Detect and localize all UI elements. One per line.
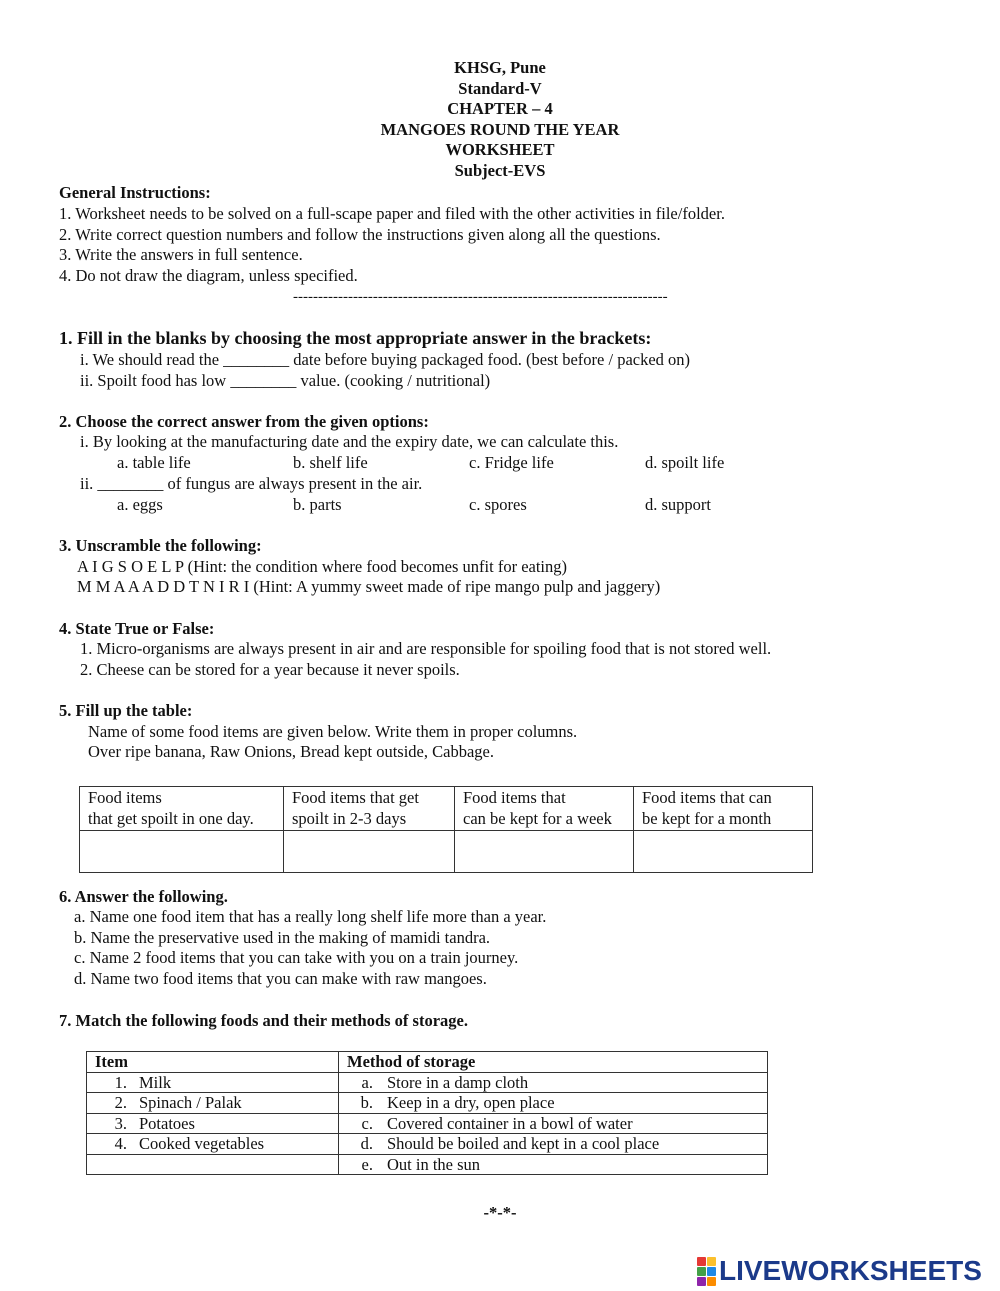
method-column-header: Method of storage bbox=[339, 1052, 768, 1073]
end-mark: -*-*- bbox=[483, 1203, 517, 1222]
item-cell: 1. Milk bbox=[87, 1072, 339, 1093]
q4-heading: 4. State True or False: bbox=[59, 619, 215, 638]
item-cell: 2. Spinach / Palak bbox=[87, 1093, 339, 1114]
logo-block bbox=[707, 1277, 716, 1286]
q5-column-header: Food items that get spoilt in one day. bbox=[80, 787, 284, 831]
item-column-header: Item bbox=[87, 1052, 339, 1073]
item-cell bbox=[87, 1154, 339, 1175]
answer-cell[interactable] bbox=[80, 831, 284, 873]
table-header-row bbox=[80, 787, 813, 831]
chapter-title: MANGOES ROUND THE YEAR bbox=[380, 119, 620, 139]
logo-block bbox=[697, 1257, 706, 1266]
item-cell: 4. Cooked vegetables bbox=[87, 1134, 339, 1155]
q2-option: d. support bbox=[645, 495, 711, 514]
table-row bbox=[87, 1093, 768, 1114]
q5-heading: 5. Fill up the table: bbox=[59, 701, 193, 720]
q1-item: i. We should read the ________ date before buying packaged food. (best before / packed on) bbox=[80, 350, 691, 369]
q2-option: a. table life bbox=[117, 453, 191, 472]
instruction-item: 4. Do not draw the diagram, unless specified. bbox=[59, 266, 358, 285]
table-row bbox=[87, 1154, 768, 1175]
answer-cell[interactable] bbox=[634, 831, 813, 873]
q4-item: 1. Micro-organisms are always present in air and are responsible for spoiling food that is not stored well. bbox=[80, 639, 772, 658]
school-name: KHSG, Pune bbox=[454, 58, 546, 77]
instruction-item: 2. Write correct question numbers and follow the instructions given along all the questions. bbox=[59, 225, 661, 244]
instruction-item: 1. Worksheet needs to be solved on a full-scape paper and filed with the other activities in file/folder. bbox=[59, 204, 725, 223]
answer-cell[interactable] bbox=[284, 831, 455, 873]
q6-item: c. Name 2 food items that you can take with you on a train journey. bbox=[74, 948, 519, 967]
method-cell: a. Store in a damp cloth bbox=[339, 1072, 768, 1093]
q5-column-header: Food items that get spoilt in 2-3 days bbox=[284, 787, 455, 831]
logo-block bbox=[697, 1277, 706, 1286]
method-cell: c. Covered container in a bowl of water bbox=[339, 1113, 768, 1134]
q6-heading: 6. Answer the following. bbox=[59, 887, 228, 906]
q3-item: A I G S O E L P (Hint: the condition where food becomes unfit for eating) bbox=[77, 557, 568, 576]
q1-item: ii. Spoilt food has low ________ value. (cooking / nutritional) bbox=[80, 371, 491, 390]
q6-item: d. Name two food items that you can make with raw mangoes. bbox=[74, 969, 487, 988]
q2-option: b. parts bbox=[293, 495, 342, 514]
instructions-heading: General Instructions: bbox=[59, 183, 211, 202]
q6-item: a. Name one food item that has a really long shelf life more than a year. bbox=[74, 907, 547, 926]
q5-column-header: Food items that can be kept for a month bbox=[634, 787, 813, 831]
worksheet-label: WORKSHEET bbox=[445, 140, 555, 160]
table-row bbox=[87, 1072, 768, 1093]
method-cell: e. Out in the sun bbox=[339, 1154, 768, 1175]
q5-line: Name of some food items are given below. Write them in proper columns. bbox=[88, 722, 578, 741]
logo-blocks-icon bbox=[697, 1257, 716, 1286]
liveworksheets-logo[interactable] bbox=[697, 1256, 982, 1286]
q2-option: c. Fridge life bbox=[469, 453, 554, 472]
q5-line: Over ripe banana, Raw Onions, Bread kept outside, Cabbage. bbox=[88, 742, 494, 761]
instruction-item: 3. Write the answers in full sentence. bbox=[59, 245, 303, 264]
q5-table bbox=[79, 786, 813, 873]
logo-block bbox=[707, 1267, 716, 1276]
table-row bbox=[80, 831, 813, 873]
item-cell: 3. Potatoes bbox=[87, 1113, 339, 1134]
divider-line: --------------------------------------------------------------------------- bbox=[293, 289, 668, 305]
q5-column-header: Food items that can be kept for a week bbox=[455, 787, 634, 831]
q4-item: 2. Cheese can be stored for a year because it never spoils. bbox=[80, 660, 460, 679]
q2-option: a. eggs bbox=[117, 495, 163, 514]
method-cell: b. Keep in a dry, open place bbox=[339, 1093, 768, 1114]
q1-heading: 1. Fill in the blanks by choosing the most appropriate answer in the brackets: bbox=[59, 328, 652, 348]
logo-block bbox=[707, 1257, 716, 1266]
standard-label: Standard-V bbox=[458, 78, 542, 98]
q6-item: b. Name the preservative used in the making of mamidi tandra. bbox=[74, 928, 491, 947]
q2-question: i. By looking at the manufacturing date and the expiry date, we can calculate this. bbox=[80, 432, 619, 451]
chapter-label: CHAPTER – 4 bbox=[447, 99, 553, 119]
q2-option: c. spores bbox=[469, 495, 527, 514]
logo-block bbox=[697, 1267, 706, 1276]
table-row bbox=[87, 1113, 768, 1134]
q2-option: d. spoilt life bbox=[645, 453, 725, 472]
table-header-row bbox=[87, 1052, 768, 1073]
q7-table bbox=[86, 1051, 768, 1175]
q2-option: b. shelf life bbox=[293, 453, 368, 472]
answer-cell[interactable] bbox=[455, 831, 634, 873]
table-row bbox=[87, 1134, 768, 1155]
method-cell: d. Should be boiled and kept in a cool place bbox=[339, 1134, 768, 1155]
worksheet-header bbox=[0, 58, 1000, 182]
q3-item: M M A A A D D T N I R I (Hint: A yummy sweet made of ripe mango pulp and jaggery) bbox=[77, 577, 661, 596]
q2-question: ii. ________ of fungus are always present in the air. bbox=[80, 474, 423, 493]
q2-heading: 2. Choose the correct answer from the given options: bbox=[59, 412, 429, 431]
q7-heading: 7. Match the following foods and their methods of storage. bbox=[59, 1011, 468, 1030]
q3-heading: 3. Unscramble the following: bbox=[59, 536, 262, 555]
subject-label: Subject-EVS bbox=[454, 160, 546, 180]
logo-text: LIVEWORKSHEETS bbox=[719, 1255, 982, 1286]
